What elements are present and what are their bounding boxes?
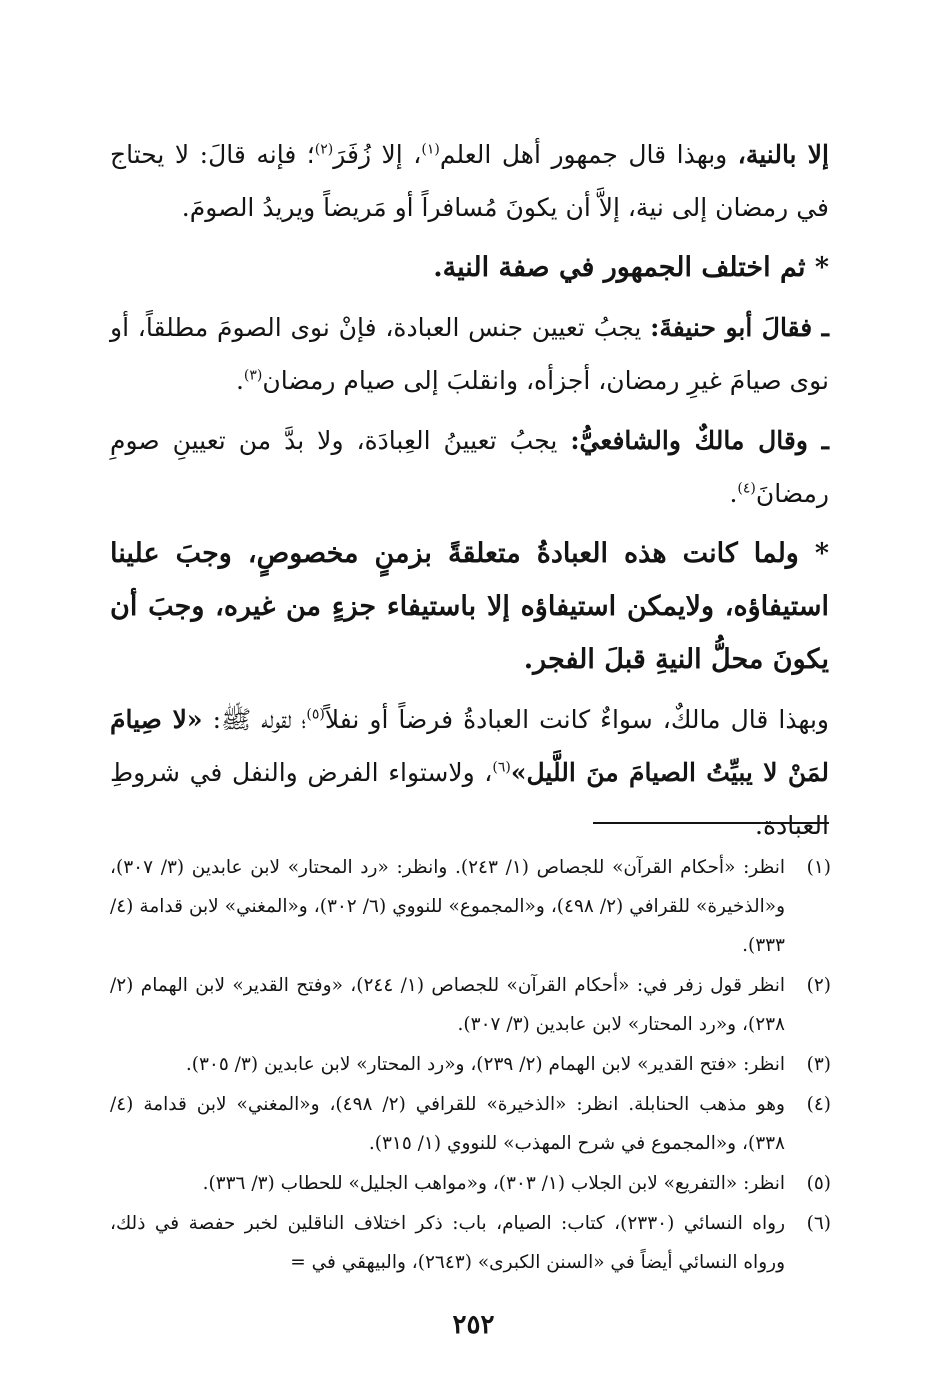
paragraph-1: إلا بالنية، وبهذا قال جمهور أهل العلم$^{(١)}$، إلا زُفَرَ$^{(٢)}$؛ فإنه قالَ: لا يحتاج في رمضان إلى نية، إلاَّ أن يكونَ مُسافراً أو مَريضاً ويريدُ الصومَ. bbox=[110, 140, 829, 222]
footnote bbox=[110, 1085, 831, 1163]
paragraph-malik-shafii-lead: ـ وقال مالكٌ والشافعيُّ: bbox=[570, 426, 829, 455]
footnote bbox=[110, 1164, 831, 1203]
paragraph-malik-shafii: ـ وقال مالكٌ والشافعيُّ: يجبُ تعيينُ العِبادَة، ولا بدَّ من تعيينِ صومِ رمضانَ$^{(٤)}$. bbox=[110, 426, 829, 508]
footnote-ref-3[interactable]: (٣) bbox=[243, 367, 263, 384]
footnote-text: انظر: «التفريع» لابن الجلاب (١/ ٣٠٣)، و«مواهب الجليل» للحطاب (٣/ ٣٣٦). bbox=[202, 1173, 785, 1194]
footnote-ref-5[interactable]: (٥) bbox=[306, 706, 325, 723]
footnote-text: انظر: «فتح القدير» لابن الهمام (٢/ ٢٣٩)، و«رد المحتار» لابن عابدين (٣/ ٣٠٥). bbox=[185, 1054, 785, 1075]
footnote-number: (٤) bbox=[806, 1094, 831, 1115]
paragraph-1-lead: إلا بالنية، bbox=[737, 140, 829, 169]
section-heading-2: * ولما كانت هذه العبادةُ متعلقةً بزمنٍ مخصوصٍ، وجبَ علينا استيفاؤه، ولايمكن استيفاؤه إلا باستيفاء جزءٍ من غيره، وجبَ أن يكونَ محلُّ النيةِ قبلَ الفجر. bbox=[110, 538, 829, 675]
footnote-number: (٥) bbox=[806, 1173, 831, 1194]
footnote bbox=[110, 848, 831, 965]
footnote-number: (٢) bbox=[806, 975, 831, 996]
footnote-text: انظر: «أحكام القرآن» للجصاص (١/ ٢٤٣). وانظر: «رد المحتار» لابن عابدين (٣/ ٣٠٧)، و«الذخيرة» للقرافي (٢/ ٤٩٨)، و«المجموع» للنووي (٦/ ٣٠٢)، و«المغني» لابن قدامة (٤/ ٣٣٣). bbox=[110, 857, 785, 956]
section-heading-1: * ثم اختلف الجمهور في صفة النية. bbox=[433, 252, 829, 283]
footnote-number: (٣) bbox=[806, 1054, 831, 1075]
footnote-ref-6[interactable]: (٦) bbox=[492, 759, 511, 776]
paragraph-hadith: وبهذا قال مالكٌ، سواءٌ كانت العبادةُ فرضاً أو نفلاً$^{(٥)}$؛ لقوله ﷺ: «لا صِيامَ لمَنْ لا يبيِّتُ الصيامَ منَ اللَّيل»$^{(٦)}$، ولاستواء الفرض والنفل في شروطِ العبادة. bbox=[110, 705, 830, 840]
paragraph-abu-hanifa-lead: ـ فقالَ أبو حنيفةَ: bbox=[650, 313, 829, 342]
paragraph-abu-hanifa: ـ فقالَ أبو حنيفةَ: يجبُ تعيين جنس العبادة، فإنْ نوى الصومَ مطلقاً، أو نوى صيامَ غيرِ رمضان، أجزأه، وانقلبَ إلى صيام رمضان$^{(٣)}$. bbox=[110, 313, 829, 395]
footnote-separator bbox=[593, 822, 829, 824]
hadith-quote: «لا صِيامَ لمَنْ لا يبيِّتُ الصيامَ منَ اللَّيل» bbox=[110, 705, 830, 787]
footnote-number: (١) bbox=[806, 857, 831, 878]
footnote-text: رواه النسائي (٢٣٣٠)، كتاب: الصيام، باب: ذكر اختلاف الناقلين لخبر حفصة في ذلك، ورواه النسائي أيضاً في «السنن الكبرى» (٢٦٤٣)، والبيهقي في = bbox=[110, 1213, 785, 1273]
footnote-ref-2[interactable]: (٢) bbox=[314, 141, 334, 158]
footnote-text: وهو مذهب الحنابلة. انظر: «الذخيرة» للقرافي (٢/ ٤٩٨)، و«المغني» لابن قدامة (٤/ ٣٣٨)، و«المجموع في شرح المهذب» للنووي (١/ ٣١٥). bbox=[110, 1094, 785, 1154]
footnote-number: (٦) bbox=[806, 1213, 831, 1234]
footnotes bbox=[110, 848, 831, 1283]
footnote bbox=[110, 966, 831, 1044]
page-number: ٢٥٢ bbox=[452, 1310, 495, 1340]
main-text bbox=[110, 128, 829, 859]
footnote-ref-1[interactable]: (١) bbox=[421, 141, 440, 158]
footnote-ref-4[interactable]: (٤) bbox=[737, 480, 756, 497]
footnote bbox=[110, 1045, 831, 1084]
footnote bbox=[110, 1204, 831, 1282]
footnote-text: انظر قول زفر في: «أحكام القرآن» للجصاص (١/ ٢٤٤)، «وفتح القدير» لابن الهمام (٢/ ٢٣٨)، و«رد المحتار» لابن عابدين (٣/ ٣٠٧). bbox=[110, 975, 785, 1035]
